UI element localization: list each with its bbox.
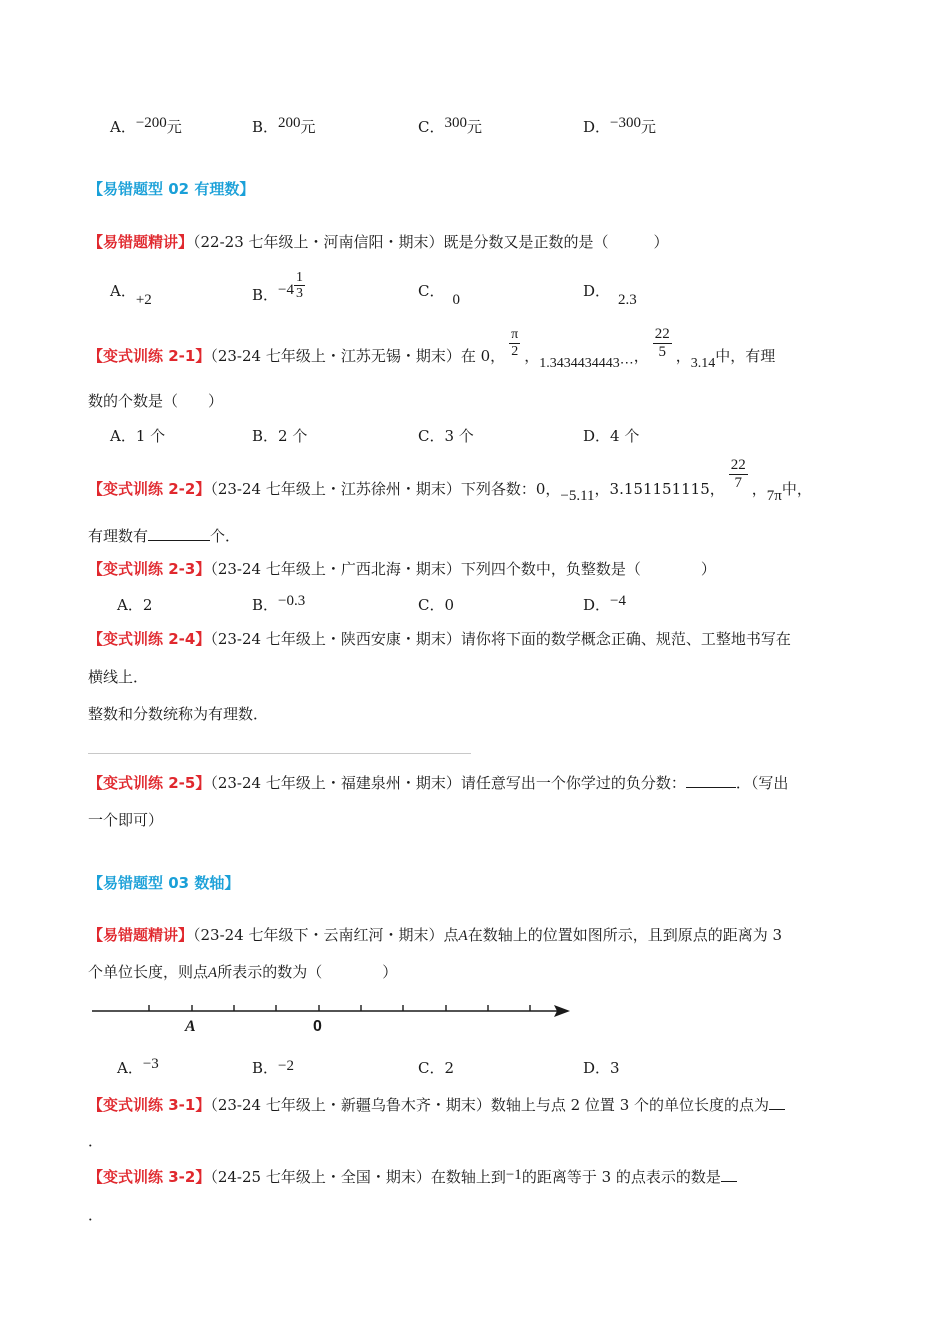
option-a: A．−200元: [110, 115, 182, 136]
question-2-1: 【变式训练 2-1】（23-24 七年级上・江苏无锡・期末）在 0， $\frac{\pi}{2}$ ，1.3434434443⋯， $\frac{22}{5}$ ，3.14中，有理: [88, 326, 776, 371]
q3-0-option-a: A．−3: [117, 1056, 159, 1077]
q2-3-option-c: C．0: [418, 596, 455, 614]
q2-0-option-a: A．+2: [110, 282, 152, 308]
question-2-2: 【变式训练 2-2】（23-24 七年级上・江苏徐州・期末）下列各数：0，−5.11，3.151151115， $\frac{22}{7}$ ，7π中，: [88, 457, 812, 504]
q2-0-option-c: C． 0: [418, 282, 460, 308]
option-b: B．200元: [252, 115, 316, 136]
question-text: （22-23 七年级上・河南信阳・期末）既是分数又是正数的是（ ）: [193, 233, 669, 251]
q2-1-option-c: C．3 个: [418, 427, 474, 445]
option-c: C．300元: [418, 115, 482, 136]
question-2-4: 【变式训练 2-4】（23-24 七年级上・陕西安康・期末）请你将下面的数学概念正确、规范、工整地书写在: [88, 630, 791, 648]
point-a-label: A: [185, 1018, 196, 1035]
q3-0-option-b: B．−2: [252, 1058, 294, 1077]
question-2-0: [88, 231, 669, 252]
question-3-0-line2: 个单位长度，则点A所表示的数为（ ）: [88, 963, 398, 981]
q2-3-option-a: A．2: [117, 596, 153, 614]
q2-3-option-b: B．−0.3: [252, 593, 306, 614]
writing-line[interactable]: [88, 753, 471, 754]
question-2-5-line2: 一个即可）: [88, 811, 164, 829]
question-2-2-line2: 有理数有 个．: [88, 527, 241, 545]
question-2-1-line2: 数的个数是（ ）: [88, 392, 224, 410]
question-3-0: 【易错题精讲】（23-24 七年级下・云南红河・期末）点A在数轴上的位置如图所示，且到原点的距离为 3: [88, 926, 783, 944]
number-line-figure: [88, 998, 578, 1038]
question-2-4-line2: 横线上．: [88, 668, 149, 686]
question-2-3: 【变式训练 2-3】（23-24 七年级上・广西北海・期末）下列四个数中，负整数是（ ）: [88, 560, 716, 578]
q3-0-option-d: D．3: [583, 1059, 620, 1077]
question-3-1: 【变式训练 3-1】（23-24 七年级上・新疆乌鲁木齐・期末）数轴上与点 2 位置 3 个的单位长度的点为: [88, 1094, 785, 1115]
answer-blank[interactable]: [721, 1167, 737, 1182]
answer-blank[interactable]: [686, 773, 736, 788]
answer-blank[interactable]: [769, 1095, 785, 1110]
section-title-number-line: 【易错题型 03 数轴】: [88, 874, 240, 892]
q2-1-option-d: D．4 个: [583, 427, 640, 445]
question-3-1-line2: ．: [88, 1132, 104, 1150]
question-2-4-line3: 整数和分数统称为有理数．: [88, 705, 269, 723]
question-3-2-line2: ．: [88, 1206, 104, 1224]
q3-0-option-c: C．2: [418, 1059, 455, 1077]
q2-1-option-b: B．2 个: [252, 427, 308, 445]
q2-3-option-d: D．−4: [583, 593, 626, 614]
q2-0-option-d: D． 2.3: [583, 282, 637, 308]
question-2-5: 【变式训练 2-5】（23-24 七年级上・福建泉州・期末）请任意写出一个你学过的负分数： ．（写出: [88, 774, 789, 792]
option-d: D．−300元: [583, 115, 657, 136]
question-3-2: 【变式训练 3-2】（24-25 七年级上・全国・期末）在数轴上到−1的距离等于 3 的点表示的数是: [88, 1166, 737, 1187]
q2-1-option-a: A．1 个: [110, 427, 166, 445]
q2-0-option-b: B．−4 $\frac{1}{3}$: [252, 270, 303, 304]
section-title-rational-numbers: 【易错题型 02 有理数】: [88, 180, 255, 198]
question-tag: 【易错题精讲】: [88, 233, 194, 251]
answer-blank[interactable]: [148, 526, 210, 541]
origin-label: 0: [313, 1018, 322, 1035]
